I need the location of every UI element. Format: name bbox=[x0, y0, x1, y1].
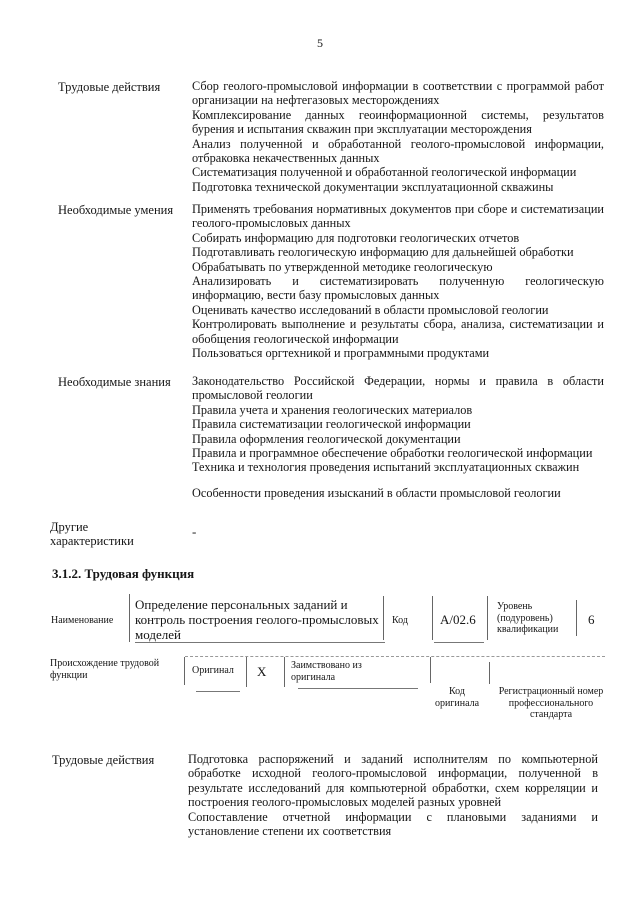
labor-actions-label: Трудовые действия bbox=[58, 80, 161, 94]
divider bbox=[196, 691, 240, 692]
list-item: Правила систематизации геологической информации bbox=[192, 417, 471, 432]
list-item: Правила и программное обеспечение обработки геологической информации bbox=[192, 446, 593, 461]
list-item: Сопоставление отчетной информации с плановыми заданиями и установление степени их соответствия bbox=[188, 809, 598, 839]
list-item: Сбор геолого-промысловой информации в соответствии с программой работ организации на нефтегазовых месторождениях bbox=[192, 79, 604, 108]
other-value: - bbox=[192, 524, 197, 539]
list-item: Особенности проведения изысканий в области промысловой геологии bbox=[192, 485, 561, 500]
divider bbox=[184, 657, 185, 685]
list-item: Законодательство Российской Федерации, нормы и правила в области промысловой геологии bbox=[192, 374, 604, 403]
name-label: Наименование bbox=[51, 615, 114, 626]
level-label: Уровень (подуровень) квалификации bbox=[497, 601, 559, 635]
divider bbox=[383, 596, 384, 640]
list-item: Подготавливать геологическую информацию для дальнейшей обработки bbox=[192, 245, 574, 260]
divider bbox=[129, 594, 130, 642]
divider bbox=[434, 642, 484, 643]
list-item: Пользоваться оргтехникой и программными продуктами bbox=[192, 346, 490, 361]
divider bbox=[185, 656, 605, 657]
divider bbox=[298, 688, 418, 689]
code-label: Код bbox=[392, 615, 408, 626]
code-original-label: Код оригинала bbox=[434, 686, 480, 709]
list-item: Подготовка технической документации эксплуатационной скважины bbox=[192, 179, 554, 194]
skills-label: Необходимые умения bbox=[58, 203, 174, 217]
other-label-line: характеристики bbox=[50, 534, 134, 548]
list-item: Подготовка распоряжений и заданий исполнителям по компьютерной обработке исходной геолого-промысловой информации, полученной в результате исследований для компьютерной обработки, схем корреляции и построения геолого-промысловых моделей разных уровней bbox=[188, 752, 598, 810]
list-item: Техника и технология проведения испытаний эксплуатационных скважин bbox=[192, 460, 580, 475]
list-item: Применять требования нормативных документов при сборе и систематизации геолого-промысловых данных bbox=[192, 202, 604, 231]
level-value: 6 bbox=[588, 612, 595, 627]
reg-number-label: Регистрационный номер профессионального стандарта bbox=[498, 686, 604, 720]
other-label bbox=[50, 520, 134, 548]
code-value: А/02.6 bbox=[440, 612, 476, 627]
list-item: Правила учета и хранения геологических материалов bbox=[192, 402, 473, 417]
list-item: Собирать информацию для подготовки геологических отчетов bbox=[192, 230, 520, 245]
list-item: Оценивать качество исследований в области промысловой геологии bbox=[192, 302, 549, 317]
original-label: Оригинал bbox=[192, 665, 234, 676]
labor-actions-label: Трудовые действия bbox=[52, 753, 155, 767]
divider bbox=[576, 600, 577, 636]
divider bbox=[489, 662, 490, 684]
divider bbox=[432, 596, 433, 640]
divider bbox=[284, 657, 285, 687]
divider bbox=[487, 596, 488, 640]
other-label-line: Другие bbox=[50, 520, 89, 534]
original-mark: X bbox=[257, 664, 267, 679]
list-item: Систематизация полученной и обработанной геологической информации bbox=[192, 165, 577, 180]
list-item: Правила оформления геологической документации bbox=[192, 431, 461, 446]
list-item: Комплексирование данных геоинформационной системы, результатов бурения и испытания скважин при эксплуатации месторождения bbox=[192, 107, 604, 137]
divider bbox=[135, 642, 385, 643]
list-item: Анализировать и систематизировать полученную геологическую информацию, вести базу промысловых данных bbox=[192, 274, 604, 303]
knowledge-label: Необходимые знания bbox=[58, 375, 171, 389]
divider bbox=[430, 657, 431, 683]
section-title: 3.1.2. Трудовая функция bbox=[52, 566, 195, 581]
skills-list bbox=[192, 202, 604, 360]
list-item: Обрабатывать по утвержденной методике геологическую bbox=[192, 259, 493, 274]
divider bbox=[246, 657, 247, 687]
borrowed-label: Заимствовано из оригинала bbox=[291, 660, 362, 683]
name-value: Определение персональных заданий и контроль построения геолого-промысловых моделей bbox=[135, 597, 379, 642]
page-number: 5 bbox=[317, 36, 323, 50]
list-item: Анализ полученной и обработанной геолого-промысловой информации, отбраковка некачественных данных bbox=[192, 136, 604, 166]
labor-actions-list bbox=[188, 752, 598, 838]
knowledge-list bbox=[192, 374, 604, 500]
origin-label: Происхождение трудовой функции bbox=[50, 658, 160, 681]
labor-actions-list bbox=[192, 79, 604, 194]
list-item: Контролировать выполнение и результаты сбора, анализа, систематизации и обобщения геологической информации bbox=[192, 317, 604, 346]
